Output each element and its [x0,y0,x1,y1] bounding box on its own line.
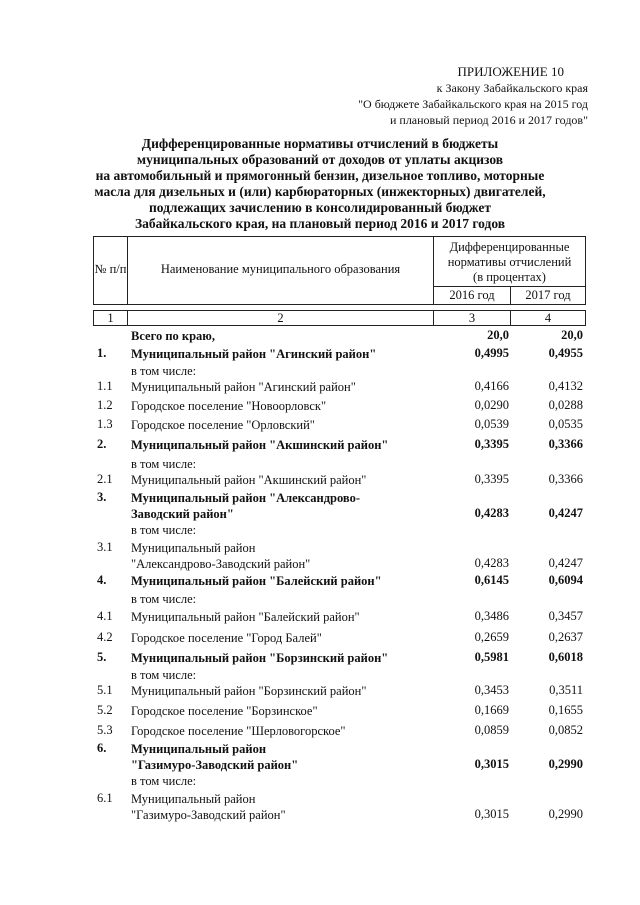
title-line: масла для дизельных и (или) карбюраторных (инжекторных) двигателей, [94,184,546,199]
row-name-line: Городское поселение "Город Балей" [131,631,322,645]
value-2017: 0,3366 [548,437,583,451]
row-number: 1.1 [97,379,113,393]
row-number: 1. [97,346,107,360]
value-2017: 0,0852 [548,723,583,737]
row-number: 2. [97,437,107,451]
row-name [131,723,346,739]
value-2017: 0,1655 [548,703,583,717]
value-2016: 0,1669 [474,703,509,717]
value-2016: 0,0539 [474,417,509,431]
value-2016: 0,6145 [474,573,509,587]
row-name [131,417,315,433]
row-number: 3.1 [97,540,113,554]
row-number: 3. [97,490,107,504]
value-2016: 0,3015 [474,807,509,821]
row-name-line: "Александрово-Заводский район" [131,557,311,571]
value-2017: 0,6094 [548,573,583,587]
value-2016: 0,3015 [474,757,509,771]
row-name [131,667,196,683]
row-name-line: Муниципальный район "Борзинский район" [131,651,389,665]
value-2016: 0,3395 [474,472,509,486]
row-name [131,741,298,773]
row-name-line: Муниципальный район "Акшинский район" [131,473,367,487]
row-number: 4.1 [97,609,113,623]
value-2016: 0,2659 [474,630,509,644]
row-number: 4.2 [97,630,113,644]
header-norms-line: (в процентах) [473,270,546,284]
row-name [131,683,366,699]
row-name [131,472,366,488]
title-line: на автомобильный и прямогонный бензин, дизельное топливо, моторные [95,168,545,183]
value-2017: 0,2637 [548,630,583,644]
title-line: муниципальных образований от доходов от уплаты акцизов [136,152,504,167]
value-2017: 0,3366 [548,472,583,486]
row-name [131,591,196,607]
row-name-line: Заводский район" [131,507,234,521]
value-2017: 0,4132 [548,379,583,393]
row-number: 6. [97,741,107,755]
row-number: 1.3 [97,417,113,431]
row-number: 5. [97,650,107,664]
row-name [131,328,215,344]
row-name [131,437,388,453]
value-2017: 0,0535 [548,417,583,431]
title-line: Забайкальского края, на плановый период 2016 и 2017 годов [134,216,506,231]
row-name [131,773,196,789]
row-name-line: Всего по краю, [131,329,215,343]
row-name-line: Городское поселение "Шерловогорское" [131,724,346,738]
value-2016: 0,3453 [474,683,509,697]
row-number: 2.1 [97,472,113,486]
row-name [131,363,196,379]
column-number-3: 3 [468,311,476,325]
value-2017: 0,6018 [548,650,583,664]
row-name [131,346,376,362]
value-2016: 0,4283 [474,556,509,570]
row-name-line: "Газимуро-Заводский район" [131,808,286,822]
column-number-4: 4 [544,311,552,325]
row-name-line: "Газимуро-Заводский район" [131,758,299,772]
row-name-line: Муниципальный район [131,541,256,555]
row-name [131,703,318,719]
row-number: 5.1 [97,683,113,697]
row-name [131,630,322,646]
title-line: Дифференцированные нормативы отчислений в бюджеты [141,136,499,151]
header-norms-line: нормативы отчислений [447,255,572,269]
row-name-line: Муниципальный район [131,742,267,756]
appendix-title: ПРИЛОЖЕНИЕ 10 [457,64,564,79]
row-name-line: Муниципальный район "Борзинский район" [131,684,367,698]
header-name: Наименование муниципального образования [160,262,401,276]
value-2017: 0,4955 [548,346,583,360]
row-name [131,398,326,414]
header-year1: 2016 год [449,288,495,302]
value-2017: 0,3511 [549,683,583,697]
row-name-line: Муниципальный район "Акшинский район" [131,438,389,452]
value-2016: 0,3395 [474,437,509,451]
row-name-line: Городское поселение "Борзинское" [131,704,318,718]
row-name-line: Городское поселение "Орловский" [131,418,315,432]
appendix-block [328,64,588,128]
value-2016: 0,4166 [474,379,509,393]
row-name [131,650,388,666]
row-name-line: в том числе: [131,774,197,788]
value-2016: 0,4995 [474,346,509,360]
header-num: № п/п [94,262,127,276]
value-2017: 0,4247 [548,506,583,520]
value-2016: 0,4283 [474,506,509,520]
row-number: 6.1 [97,791,113,805]
row-name-line: Муниципальный район "Александрово- [131,491,361,505]
row-name [131,609,360,625]
row-number: 5.3 [97,723,113,737]
row-name-line: Городское поселение "Новоорловск" [131,399,327,413]
value-2017: 0,3457 [548,609,583,623]
value-2016: 0,0290 [474,398,509,412]
appendix-line: и плановый период 2016 и 2017 годов" [389,113,588,127]
row-name-line: Муниципальный район "Агинский район" [131,380,356,394]
row-name-line: в том числе: [131,668,197,682]
row-name [131,490,360,522]
row-name [131,456,196,472]
document-title [60,136,580,232]
row-name-line: в том числе: [131,523,197,537]
value-2017: 20,0 [561,328,583,342]
row-name-line: Муниципальный район "Агинский район" [131,347,377,361]
row-name [131,573,382,589]
row-name-line: в том числе: [131,364,197,378]
row-name-line: в том числе: [131,457,197,471]
row-name-line: Муниципальный район "Балейский район" [131,610,360,624]
row-name-line: Муниципальный район "Балейский район" [131,574,382,588]
value-2017: 0,4247 [548,556,583,570]
value-2016: 0,5981 [474,650,509,664]
header-year2: 2017 год [525,288,571,302]
value-2017: 0,2990 [548,757,583,771]
row-name-line: в том числе: [131,592,197,606]
value-2016: 0,0859 [474,723,509,737]
row-number: 4. [97,573,107,587]
value-2017: 0,2990 [548,807,583,821]
row-name-line: Муниципальный район [131,792,256,806]
column-number-2: 2 [277,311,284,325]
title-line: подлежащих зачислению в консолидированный бюджет [148,200,492,215]
header-norms-line: Дифференцированные [449,240,570,254]
row-name [131,522,196,538]
appendix-line: "О бюджете Забайкальского края на 2015 год [358,97,588,111]
row-name [131,379,356,395]
value-2016: 0,3486 [474,609,509,623]
row-name [131,791,286,823]
row-number: 5.2 [97,703,113,717]
row-number: 1.2 [97,398,113,412]
value-2016: 20,0 [487,328,509,342]
row-name [131,540,310,572]
appendix-line: к Закону Забайкальского края [436,81,588,95]
column-number-1: 1 [107,311,114,325]
value-2017: 0,0288 [548,398,583,412]
